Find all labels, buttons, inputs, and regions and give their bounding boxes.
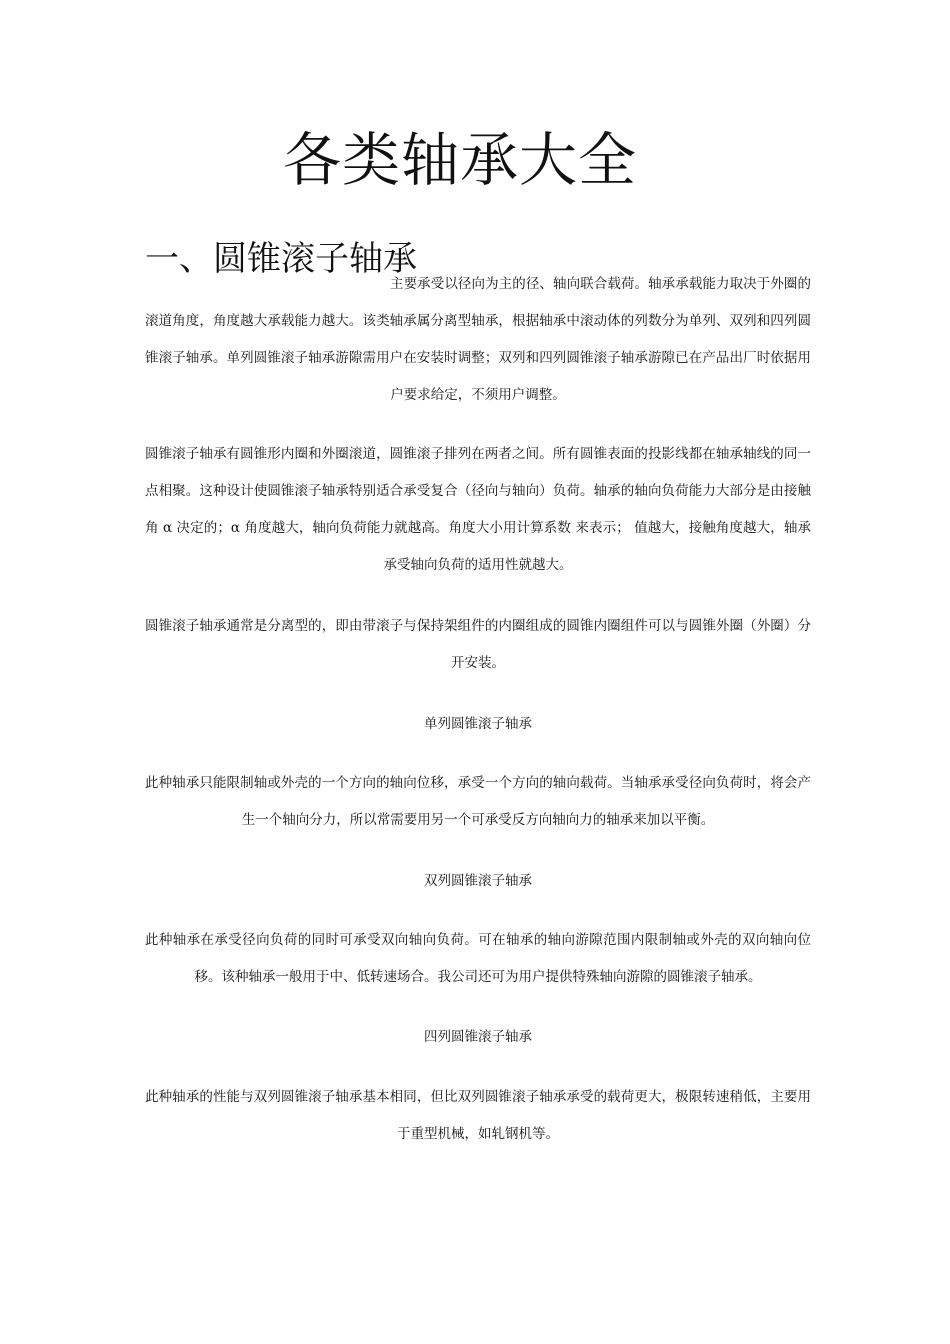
subheading-double-row: 双列圆锥滚子轴承 — [424, 873, 532, 889]
paragraph-single-row: 此种轴承只能限制轴或外壳的一个方向的轴向位移，承受一个方向的轴向载荷。当轴承承受径向负荷时，将会产生一个轴向分力，所以常需要用另一个可承受反方向轴向力的轴承来加以平衡。 — [145, 775, 811, 828]
paragraph-separable: 圆锥滚子轴承通常是分离型的，即由带滚子与保持架组件的内圈组成的圆锥内圈组件可以与圆锥外圈（外圈）分开安装。 — [145, 618, 811, 671]
paragraph-intro: 主要承受以径向为主的径、轴向联合载荷。轴承承载能力取决于外圈的滚道角度，角度越大承载能力越大。该类轴承属分离型轴承，根据轴承中滚动体的列数分为单列、双列和四列圆锥滚子轴承。单列圆锥滚子轴承游隙需用户在安装时调整；双列和四列圆锥滚子轴承游隙已在产品出厂时依据用户要求给定，不须用户调整。 — [145, 276, 811, 403]
paragraph-double-row: 此种轴承在承受径向负荷的同时可承受双向轴向负荷。可在轴承的轴向游隙范围内限制轴或外壳的双向轴向位移。该种轴承一般用于中、低转速场合。我公司还可为用户提供特殊轴向游隙的圆锥滚子轴承。 — [145, 932, 811, 985]
document-title: 各类轴承大全 — [282, 126, 637, 194]
paragraph-structure: 圆锥滚子轴承有圆锥形内圈和外圈滚道，圆锥滚子排列在两者之间。所有圆锥表面的投影线都在轴承轴线的同一点相聚。这种设计使圆锥滚子轴承特别适合承受复合（径向与轴向）负荷。轴承的轴向负荷能力大部分是由接触角 α 决定的；α 角度越大，轴向负荷能力就越高。角度大小用计算系数 来表示； 值越大，接触角度越大，轴承承受轴向负荷的适用性就越大。 — [145, 446, 811, 573]
paragraph-four-row: 此种轴承的性能与双列圆锥滚子轴承基本相同，但比双列圆锥滚子轴承承受的载荷更大，极限转速稍低，主要用于重型机械，如轧钢机等。 — [145, 1089, 811, 1142]
subheading-single-row: 单列圆锥滚子轴承 — [424, 716, 532, 732]
section-heading: 一、圆锥滚子轴承 — [145, 239, 417, 279]
subheading-four-row: 四列圆锥滚子轴承 — [424, 1029, 532, 1045]
